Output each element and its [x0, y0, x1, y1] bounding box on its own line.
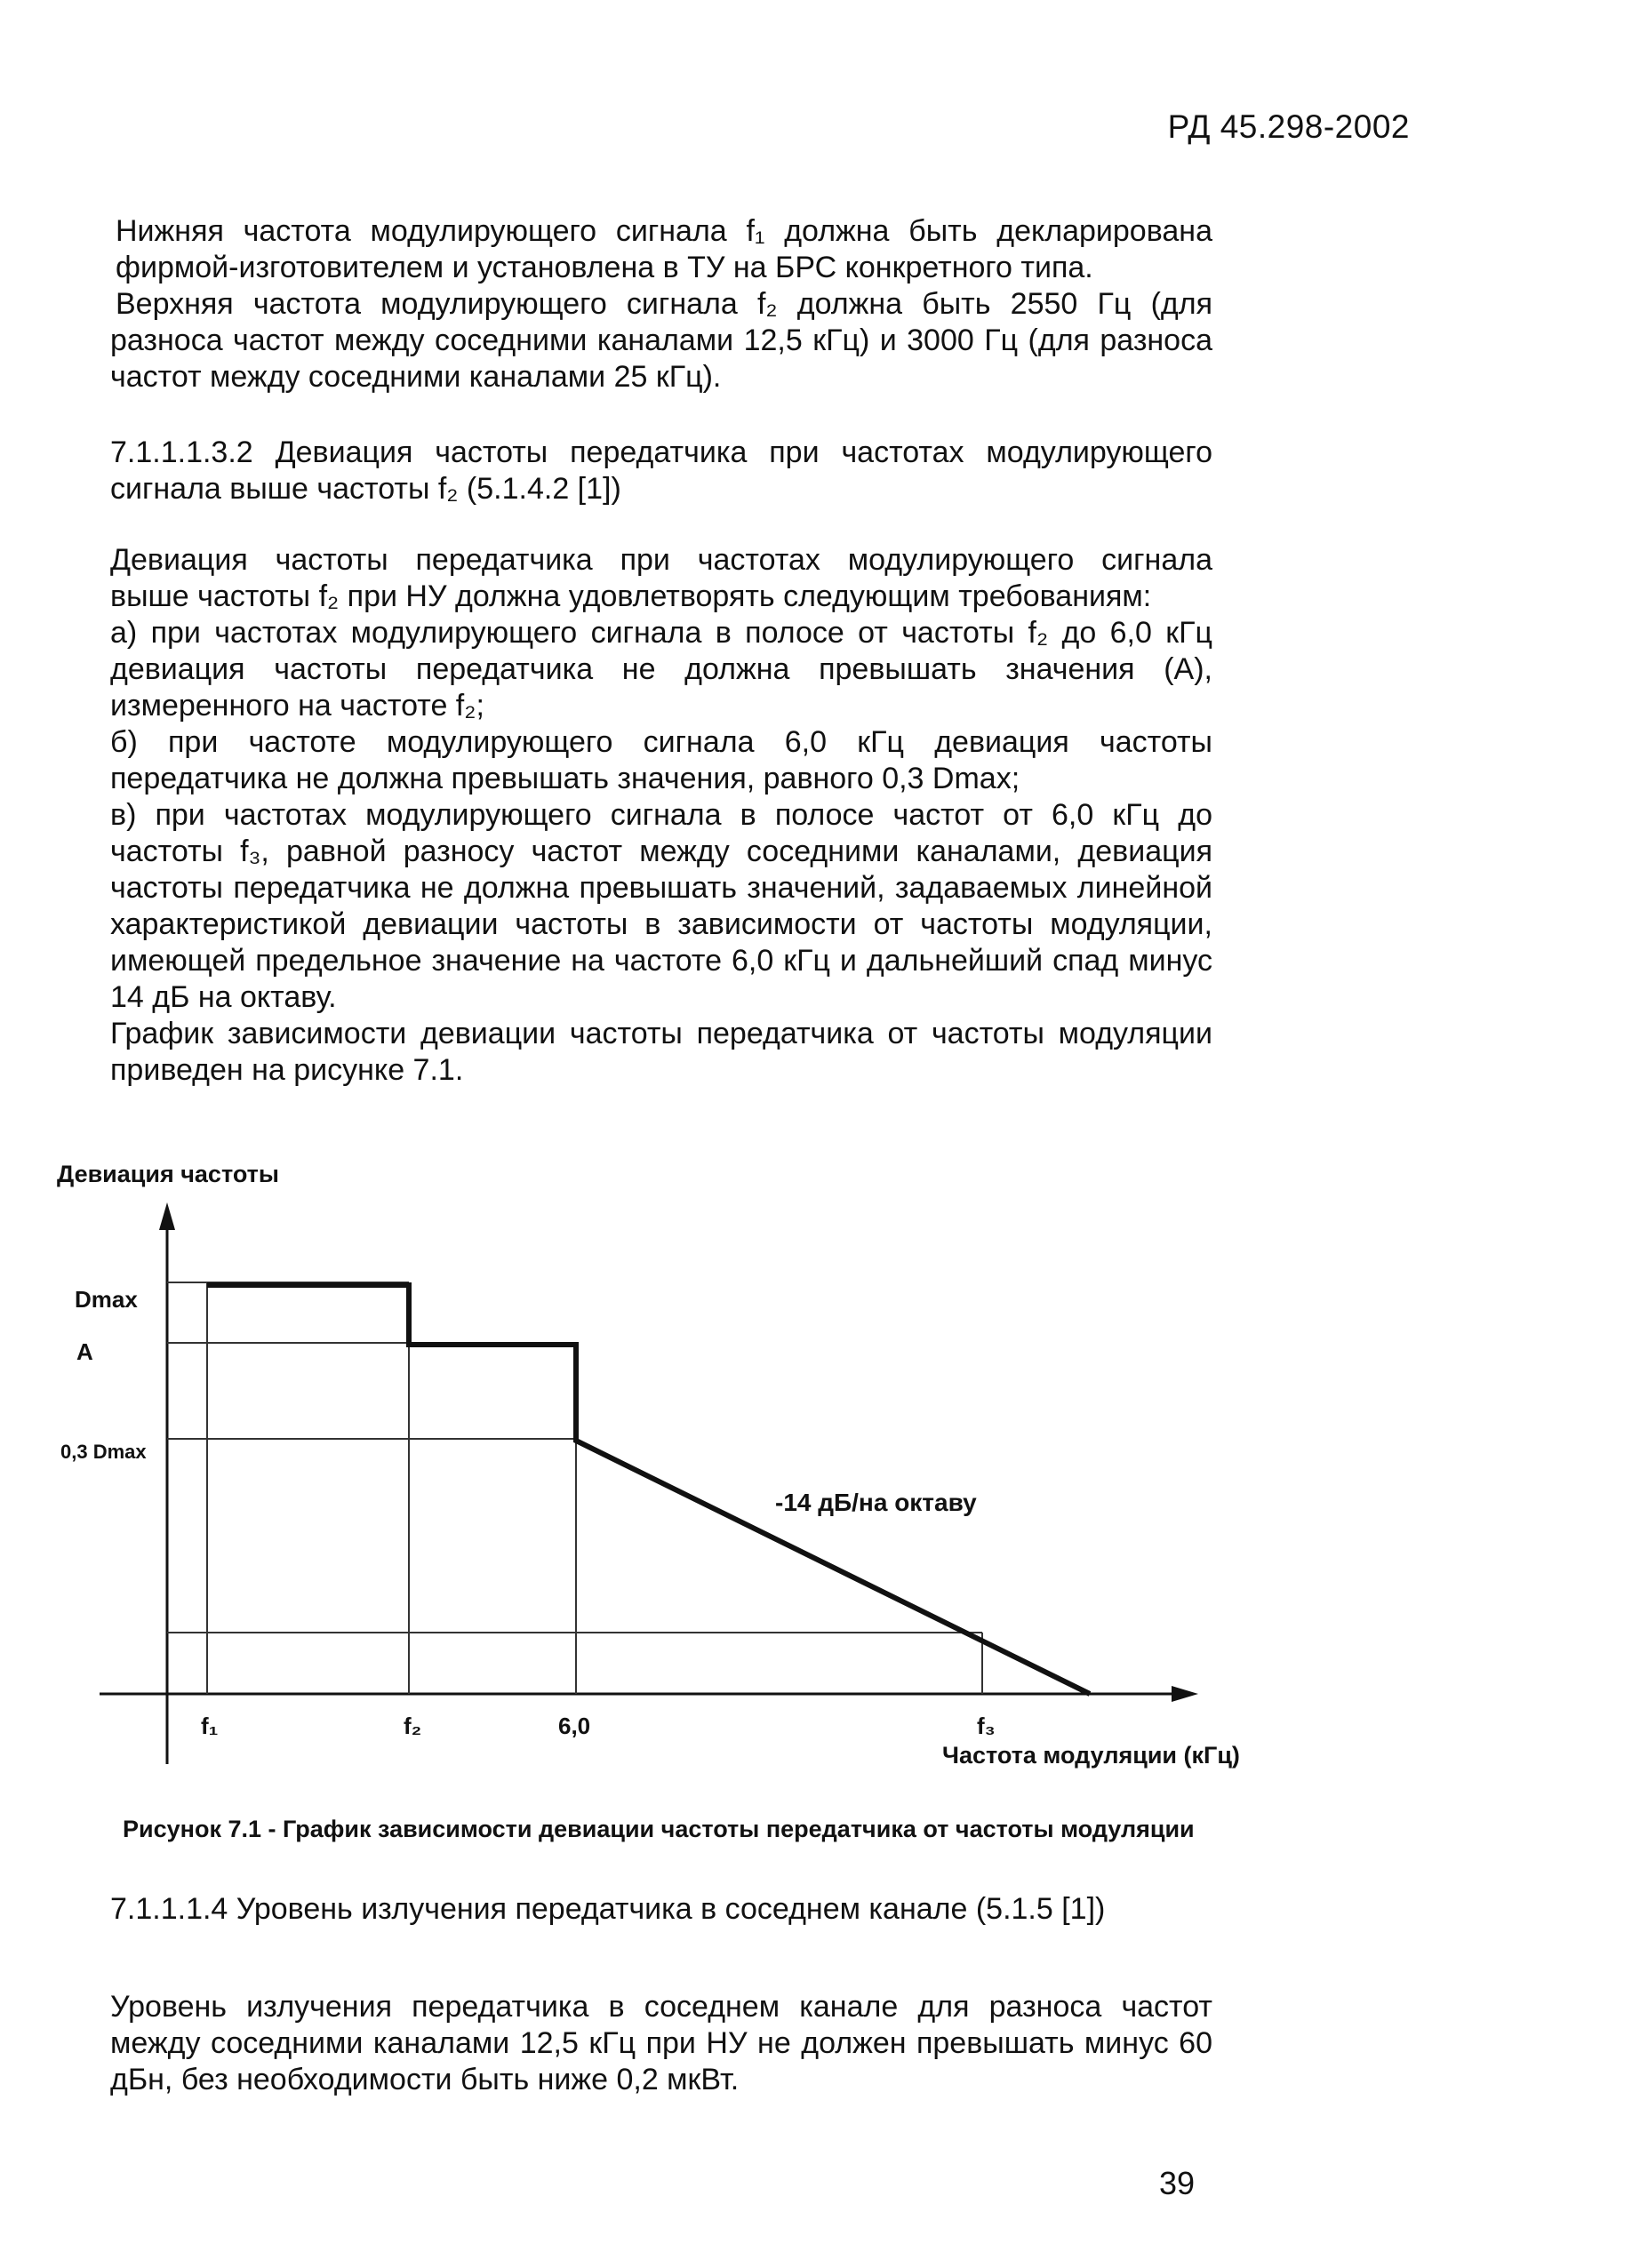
- pc-line-5: имеющей предельное значение на частоте 6,0 кГц и дальнейший спад минус: [110, 944, 1212, 978]
- y-tick-03dmax: 0,3 Dmax: [60, 1441, 147, 1463]
- page-number: 39: [1159, 2165, 1196, 2201]
- y-tick-dmax: Dmax: [75, 1286, 138, 1313]
- p3-line-1: Девиация частоты передатчика при частотах модулирующего сигнала: [110, 543, 1212, 577]
- x-axis-title: Частота модуляции (кГц): [942, 1742, 1240, 1769]
- h1-line-1: 7.1.1.1.3.2 Девиация частоты передатчика при частотах модулирующего: [110, 435, 1212, 469]
- p3-line-2: выше частоты f₂ при НУ должна удовлетворять следующим требованиям:: [110, 579, 1152, 613]
- p1-line-2: фирмой-изготовителем и установлена в ТУ на БРС конкретного типа.: [116, 251, 1093, 284]
- h1-line-2: сигнала выше частоты f₂ (5.1.4.2 [1]): [110, 472, 621, 506]
- p4-line-1: График зависимости девиации частоты передатчика от частоты модуляции: [110, 1017, 1212, 1050]
- pa-line-2: девиация частоты передатчика не должна превышать значения (А),: [110, 652, 1212, 686]
- h2-line-1: 7.1.1.1.4 Уровень излучения передатчика в соседнем канале (5.1.5 [1]): [110, 1892, 1106, 1926]
- pa-line-3: измеренного на частоте f₂;: [110, 689, 484, 723]
- p5-line-3: дБн, без необходимости быть ниже 0,2 мкВт.: [110, 2063, 740, 2096]
- x-tick-f1: f₁: [201, 1713, 219, 1739]
- slope-annotation: -14 дБ/на октаву: [775, 1489, 977, 1516]
- p5-line-2: между соседними каналами 12,5 кГц при НУ не должен превышать минус 60: [110, 2026, 1212, 2060]
- p2-line-2: разноса частот между соседними каналами 12,5 кГц) и 3000 Гц (для разноса: [110, 323, 1212, 357]
- figure-caption: Рисунок 7.1 - График зависимости девиации частоты передатчика от частоты модуляции: [123, 1816, 1195, 1842]
- y-axis-title: Девиация частоты: [57, 1161, 279, 1187]
- p4-line-2: приведен на рисунке 7.1.: [110, 1053, 464, 1087]
- x-tick-6-0: 6,0: [558, 1713, 591, 1739]
- pb-line-1: б) при частоте модулирующего сигнала 6,0 кГц девиация частоты: [110, 725, 1212, 759]
- section-heading-7-1-1-1-4: [110, 1891, 1212, 1928]
- pc-line-2: частоты f₃, равной разносу частот между соседними каналами, девиация: [110, 835, 1212, 868]
- pc-line-6: 14 дБ на октаву.: [110, 980, 337, 1014]
- x-axis-arrow-icon: [1172, 1686, 1198, 1702]
- p2-line-1: Верхняя частота модулирующего сигнала f₂ должна быть 2550 Гц (для: [116, 287, 1212, 321]
- p2-line-3: частот между соседними каналами 25 кГц).: [110, 360, 722, 394]
- pb-line-2: передатчика не должна превышать значения, равного 0,3 Dmax;: [110, 762, 1020, 795]
- pc-line-3: частоты передатчика не должна превышать значений, задаваемых линейной: [110, 871, 1212, 905]
- p5-line-1: Уровень излучения передатчика в соседнем канале для разноса частот: [110, 1990, 1212, 2024]
- pc-line-4: характеристикой девиации частоты в зависимости от частоты модуляции,: [110, 907, 1212, 941]
- x-tick-f2: f₂: [404, 1713, 422, 1739]
- x-tick-f3: f₃: [977, 1713, 996, 1739]
- y-axis-arrow-icon: [159, 1202, 175, 1230]
- y-tick-a: A: [76, 1338, 93, 1365]
- pa-line-1: а) при частотах модулирующего сигнала в полосе от частоты f₂ до 6,0 кГц: [110, 616, 1212, 650]
- pc-line-1: в) при частотах модулирующего сигнала в полосе частот от 6,0 кГц до: [110, 798, 1212, 832]
- text-block-3: [110, 1989, 1212, 2098]
- document-id: РД 45.298-2002: [1167, 108, 1410, 145]
- p1-line-1: Нижняя частота модулирующего сигнала f₁ должна быть декларирована: [116, 214, 1212, 248]
